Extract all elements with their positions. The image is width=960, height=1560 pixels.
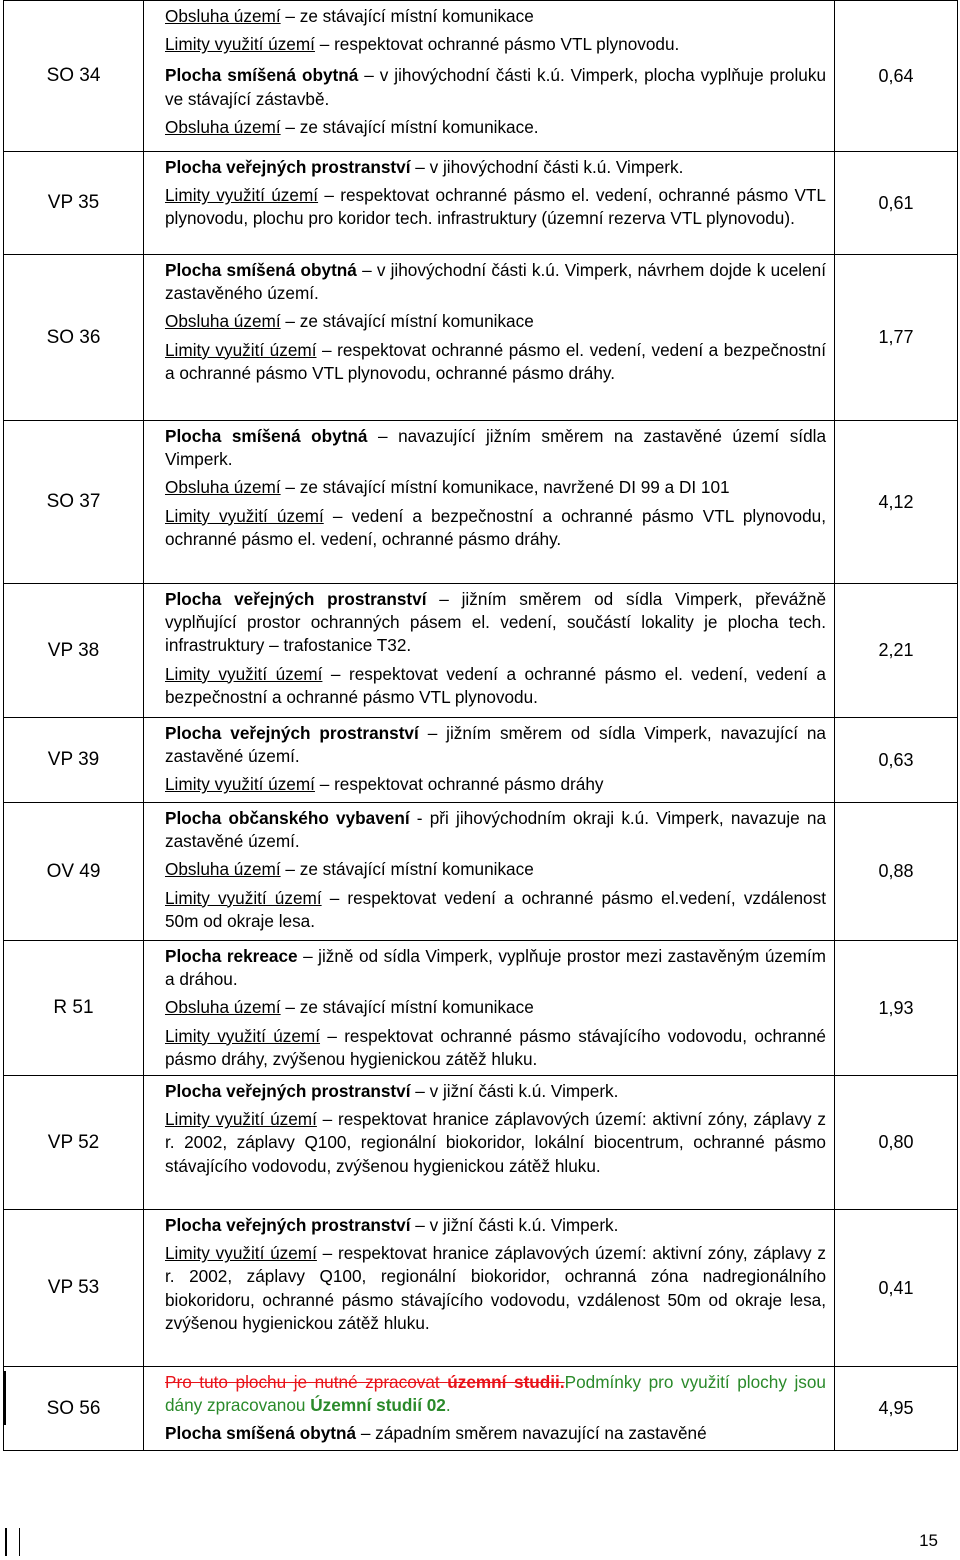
inserted-text: Podmínky pro využití plochy jsou dány zpracovanou	[165, 1372, 826, 1416]
locality-code: SO 56	[4, 1367, 144, 1451]
locality-area: 0,80	[835, 1076, 958, 1210]
table-row	[4, 255, 958, 421]
page-number: 15	[919, 1531, 938, 1550]
table-row	[4, 1076, 958, 1210]
inserted-text-bold: Územní studií 02	[310, 1395, 446, 1416]
table-row	[4, 584, 958, 718]
locality-code: VP 52	[4, 1076, 144, 1210]
locality-area: 0,64	[835, 1, 958, 152]
table-row	[4, 803, 958, 941]
locality-description: Plocha veřejných prostranství – v jižní části k.ú. Vimperk. Limity využití území – respektovat hranice záplavových území: aktivní zóny, záplavy z r. 2002, záplavy Q100, regionální biokoridor, lokální biocentrum, ochranné pásmo stávajícího vodovodu, zvýšenou hygienickou zátěž hluku.	[144, 1076, 835, 1210]
locality-area: 2,21	[835, 584, 958, 718]
locality-description: Obsluha území – ze stávající místní komunikace Limity využití území – respektovat ochranné pásmo VTL plynovodu. Plocha smíšená obytná – v jihovýchodní části k.ú. Vimperk, plocha vyplňuje proluku ve stávající zástavbě. Obsluha území – ze stávající místní komunikace.	[144, 1, 835, 152]
table-row	[4, 1210, 958, 1367]
locality-area: 1,77	[835, 255, 958, 421]
locality-area: 0,61	[835, 152, 958, 255]
locality-description: Pro tuto plochu je nutné zpracovat územní studii.Podmínky pro využití plochy jsou dány zpracovanou Územní studií 02. Plocha smíšená obytná – západním směrem navazující na zastavěné	[144, 1367, 835, 1451]
deleted-text: Pro tuto plochu je nutné zpracovat	[165, 1372, 448, 1393]
table-row	[4, 941, 958, 1076]
locality-description: Plocha veřejných prostranství – v jižní části k.ú. Vimperk. Limity využití území – respektovat hranice záplavových území: aktivní zóny, záplavy z r. 2002, záplavy Q100, regionální biokoridor, ochranná zóna nadregionálního biokoridoru, ochranné pásmo stávajícího vodovodu, vzdálenost 50m od okraje lesa, zvýšenou hygienickou zátěž hluku.	[144, 1210, 835, 1367]
locality-table	[3, 0, 958, 1451]
locality-code: OV 49	[4, 803, 144, 941]
locality-code: VP 38	[4, 584, 144, 718]
locality-code: SO 36	[4, 255, 144, 421]
locality-area: 4,12	[835, 421, 958, 584]
locality-area: 0,41	[835, 1210, 958, 1367]
locality-code: SO 34	[4, 1, 144, 152]
locality-description: Plocha rekreace – jižně od sídla Vimperk, vyplňuje prostor mezi zastavěným územím a dráhou. Obsluha území – ze stávající místní komunikace Limity využití území – respektovat ochranné pásmo stávajícího vodovodu, ochranné pásmo dráhy, zvýšenou hygienickou zátěž hluku.	[144, 941, 835, 1076]
footer-mark	[5, 1528, 7, 1556]
table-row	[4, 718, 958, 803]
locality-area: 4,95	[835, 1367, 958, 1451]
locality-code: SO 37	[4, 421, 144, 584]
locality-description: Plocha veřejných prostranství – v jihovýchodní části k.ú. Vimperk. Limity využití území – respektovat ochranné pásmo el. vedení, ochranné pásmo VTL plynovodu, plochu pro koridor tech. infrastruktury (územní rezerva VTL plynovodu).	[144, 152, 835, 255]
locality-code: VP 53	[4, 1210, 144, 1367]
locality-code: VP 39	[4, 718, 144, 803]
locality-area: 0,63	[835, 718, 958, 803]
locality-code: R 51	[4, 941, 144, 1076]
revision-bar	[3, 1371, 6, 1425]
table-row	[4, 152, 958, 255]
footer-mark	[19, 1528, 20, 1556]
locality-code: VP 35	[4, 152, 144, 255]
locality-description: Plocha smíšená obytná – v jihovýchodní části k.ú. Vimperk, návrhem dojde k ucelení zastavěného území. Obsluha území – ze stávající místní komunikace Limity využití území – respektovat ochranné pásmo el. vedení, vedení a bezpečnostní a ochranné pásmo VTL plynovodu, ochranné pásmo dráhy.	[144, 255, 835, 421]
locality-description: Plocha smíšená obytná – navazující jižním směrem na zastavěné území sídla Vimperk. Obsluha území – ze stávající místní komunikace, navržené DI 99 a DI 101 Limity využití území – vedení a bezpečnostní a ochranné pásmo VTL plynovodu, ochranné pásmo el. vedení, ochranné pásmo dráhy.	[144, 421, 835, 584]
table-row	[4, 421, 958, 584]
locality-description: Plocha občanského vybavení - při jihovýchodním okraji k.ú. Vimperk, navazuje na zastavěné území. Obsluha území – ze stávající místní komunikace Limity využití území – respektovat vedení a ochranné pásmo el.vedení, vzdálenost 50m od okraje lesa.	[144, 803, 835, 941]
locality-description: Plocha veřejných prostranství – jižním směrem od sídla Vimperk, převážně vyplňující prostor ochranných pásem el. vedení, součástí lokality je plocha tech. infrastruktury – trafostanice T32. Limity využití území – respektovat vedení a ochranné pásmo el. vedení, vedení a bezpečnostní a ochranné pásmo VTL plynovodu.	[144, 584, 835, 718]
table-row	[4, 1, 958, 152]
deleted-text-bold: územní studii.	[447, 1372, 565, 1393]
table-row	[4, 1367, 958, 1451]
locality-area: 1,93	[835, 941, 958, 1076]
locality-description: Plocha veřejných prostranství – jižním směrem od sídla Vimperk, navazující na zastavěné území. Limity využití území – respektovat ochranné pásmo dráhy	[144, 718, 835, 803]
locality-area: 0,88	[835, 803, 958, 941]
